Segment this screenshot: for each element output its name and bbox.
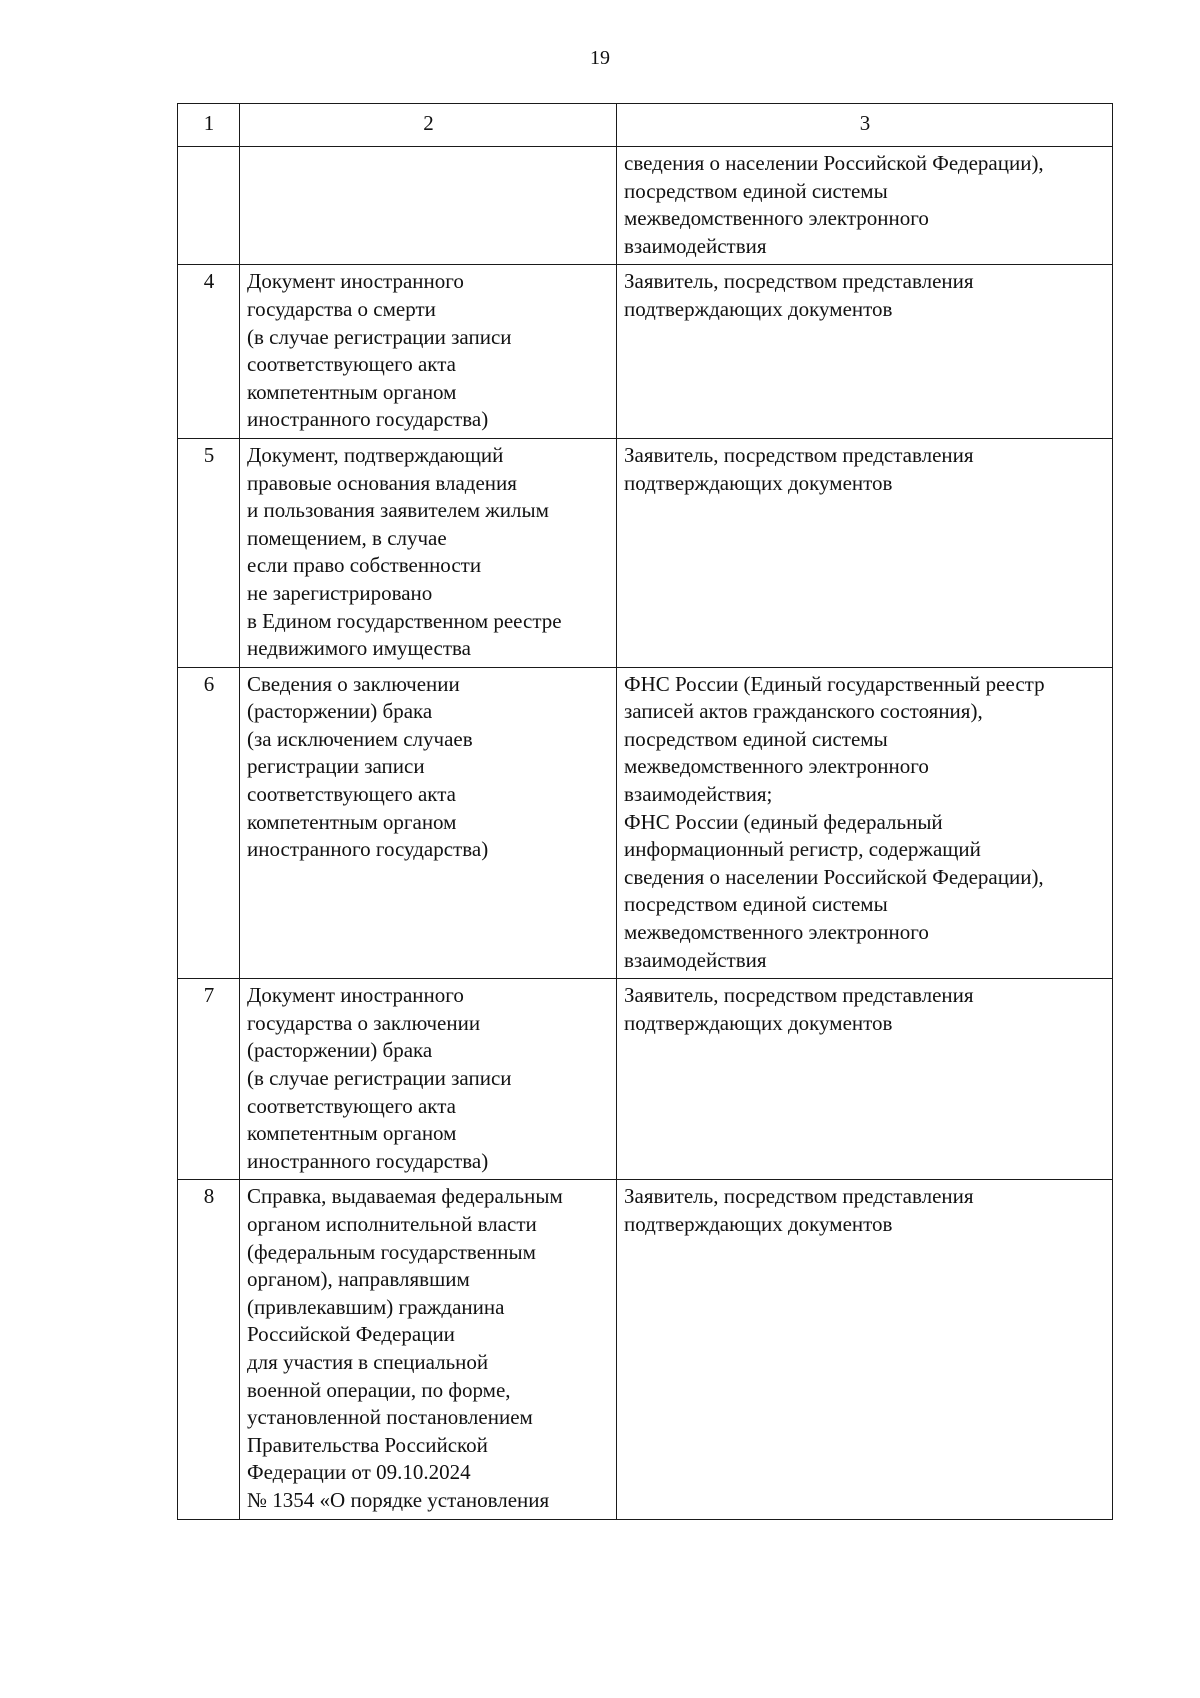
document-name-line: регистрации записи bbox=[247, 754, 425, 779]
document-name-line: соответствующего акта bbox=[247, 352, 456, 377]
row-number-cell: 7 bbox=[178, 979, 240, 1180]
document-name-line: Документ иностранного bbox=[247, 983, 464, 1008]
document-name-cell bbox=[240, 1180, 617, 1519]
document-name-line: военной операции, по форме, bbox=[247, 1377, 511, 1402]
document-name-line: (привлекавшим) гражданина bbox=[247, 1294, 505, 1319]
table-row bbox=[178, 147, 1113, 265]
table-body bbox=[178, 104, 1113, 1520]
document-name-line: иностранного государства) bbox=[247, 407, 489, 432]
document-name-line: если право собственности bbox=[247, 553, 482, 578]
document-name-line: Документ, подтверждающий bbox=[247, 442, 504, 467]
document-name-line: компетентным органом bbox=[247, 809, 457, 834]
document-name-line: (федеральным государственным bbox=[247, 1239, 536, 1264]
source-line: Заявитель, посредством представления bbox=[624, 983, 974, 1008]
source-line: взаимодействия bbox=[624, 233, 767, 258]
source-line: подтверждающих документов bbox=[624, 470, 893, 495]
header-col-3: 3 bbox=[617, 104, 1113, 147]
header-col-2: 2 bbox=[240, 104, 617, 147]
row-number-cell: 8 bbox=[178, 1180, 240, 1519]
document-name-line: недвижимого имущества bbox=[247, 636, 471, 661]
document-name-line: органом исполнительной власти bbox=[247, 1211, 537, 1236]
document-name-line: и пользования заявителем жилым bbox=[247, 498, 549, 523]
source-line: взаимодействия; bbox=[624, 782, 773, 807]
source-cell bbox=[617, 667, 1113, 979]
document-name-line: помещением, в случае bbox=[247, 525, 447, 550]
source-line: Заявитель, посредством представления bbox=[624, 269, 974, 294]
document-name-line: правовые основания владения bbox=[247, 470, 517, 495]
source-line: подтверждающих документов bbox=[624, 1010, 893, 1035]
table-row bbox=[178, 1180, 1113, 1519]
document-name-line: Документ иностранного bbox=[247, 269, 464, 294]
source-line: межведомственного электронного bbox=[624, 754, 929, 779]
row-number-cell: 6 bbox=[178, 667, 240, 979]
document-name-line: соответствующего акта bbox=[247, 782, 456, 807]
document-name-cell bbox=[240, 667, 617, 979]
document-name-line: государства о заключении bbox=[247, 1010, 481, 1035]
source-cell bbox=[617, 1180, 1113, 1519]
document-name-line: (в случае регистрации записи bbox=[247, 324, 512, 349]
table-row bbox=[178, 438, 1113, 667]
source-line: сведения о населении Российской Федерации), bbox=[624, 864, 1044, 889]
row-number-cell bbox=[178, 147, 240, 265]
document-name-line: № 1354 «О порядке установления bbox=[247, 1487, 550, 1512]
source-line: сведения о населении Российской Федерации), bbox=[624, 151, 1044, 175]
document-name-line: компетентным органом bbox=[247, 1121, 457, 1146]
table-row bbox=[178, 667, 1113, 979]
source-cell bbox=[617, 438, 1113, 667]
row-number-cell: 4 bbox=[178, 265, 240, 439]
document-name-line: органом), направлявшим bbox=[247, 1267, 470, 1292]
source-line: ФНС России (единый федеральный bbox=[624, 809, 943, 834]
header-col-1: 1 bbox=[178, 104, 240, 147]
source-line: информационный регистр, содержащий bbox=[624, 837, 981, 862]
document-name-cell bbox=[240, 265, 617, 439]
document-name-line: Справка, выдаваемая федеральным bbox=[247, 1184, 563, 1209]
source-line: подтверждающих документов bbox=[624, 296, 893, 321]
document-name-line: (в случае регистрации записи bbox=[247, 1066, 512, 1090]
source-cell bbox=[617, 265, 1113, 439]
source-line: взаимодействия bbox=[624, 947, 767, 972]
page-number: 19 bbox=[590, 47, 610, 69]
source-line: подтверждающих документов bbox=[624, 1211, 893, 1236]
document-name-cell bbox=[240, 979, 617, 1180]
table-row bbox=[178, 265, 1113, 439]
document-name-line: не зарегистрировано bbox=[247, 580, 433, 605]
source-line: межведомственного электронного bbox=[624, 920, 929, 945]
document-name-line: в Едином государственном реестре bbox=[247, 608, 562, 633]
source-line: посредством единой системы bbox=[624, 726, 888, 751]
source-line: ФНС России (Единый государственный реестр bbox=[624, 671, 1045, 696]
document-name-line: Федерации от 09.10.2024 bbox=[247, 1460, 471, 1485]
source-line: межведомственного электронного bbox=[624, 206, 929, 231]
document-name-line: установленной постановлением bbox=[247, 1405, 533, 1430]
document-name-line: для участия в специальной bbox=[247, 1349, 489, 1374]
table-header-row bbox=[178, 104, 1113, 147]
document-name-line: (расторжении) брака bbox=[247, 699, 433, 724]
document-name-line: иностранного государства) bbox=[247, 837, 489, 862]
document-name-cell bbox=[240, 147, 617, 265]
document-name-line: (расторжении) брака bbox=[247, 1038, 433, 1063]
document-name-line: Сведения о заключении bbox=[247, 671, 460, 696]
source-line: записей актов гражданского состояния), bbox=[624, 699, 983, 724]
source-cell bbox=[617, 147, 1113, 265]
source-cell bbox=[617, 979, 1113, 1180]
source-line: посредством единой системы bbox=[624, 892, 888, 917]
document-name-line: компетентным органом bbox=[247, 379, 457, 404]
document-name-line: Российской Федерации bbox=[247, 1322, 455, 1347]
document-name-line: (за исключением случаев bbox=[247, 726, 473, 751]
documents-table bbox=[177, 103, 1113, 1520]
document-name-line: Правительства Российской bbox=[247, 1432, 488, 1457]
document-name-line: государства о смерти bbox=[247, 296, 436, 321]
document-name-line: соответствующего акта bbox=[247, 1093, 456, 1118]
table-row bbox=[178, 979, 1113, 1180]
document-name-cell bbox=[240, 438, 617, 667]
source-line: Заявитель, посредством представления bbox=[624, 442, 974, 467]
source-line: Заявитель, посредством представления bbox=[624, 1184, 974, 1209]
row-number-cell: 5 bbox=[178, 438, 240, 667]
source-line: посредством единой системы bbox=[624, 178, 888, 203]
document-name-line: иностранного государства) bbox=[247, 1148, 489, 1173]
